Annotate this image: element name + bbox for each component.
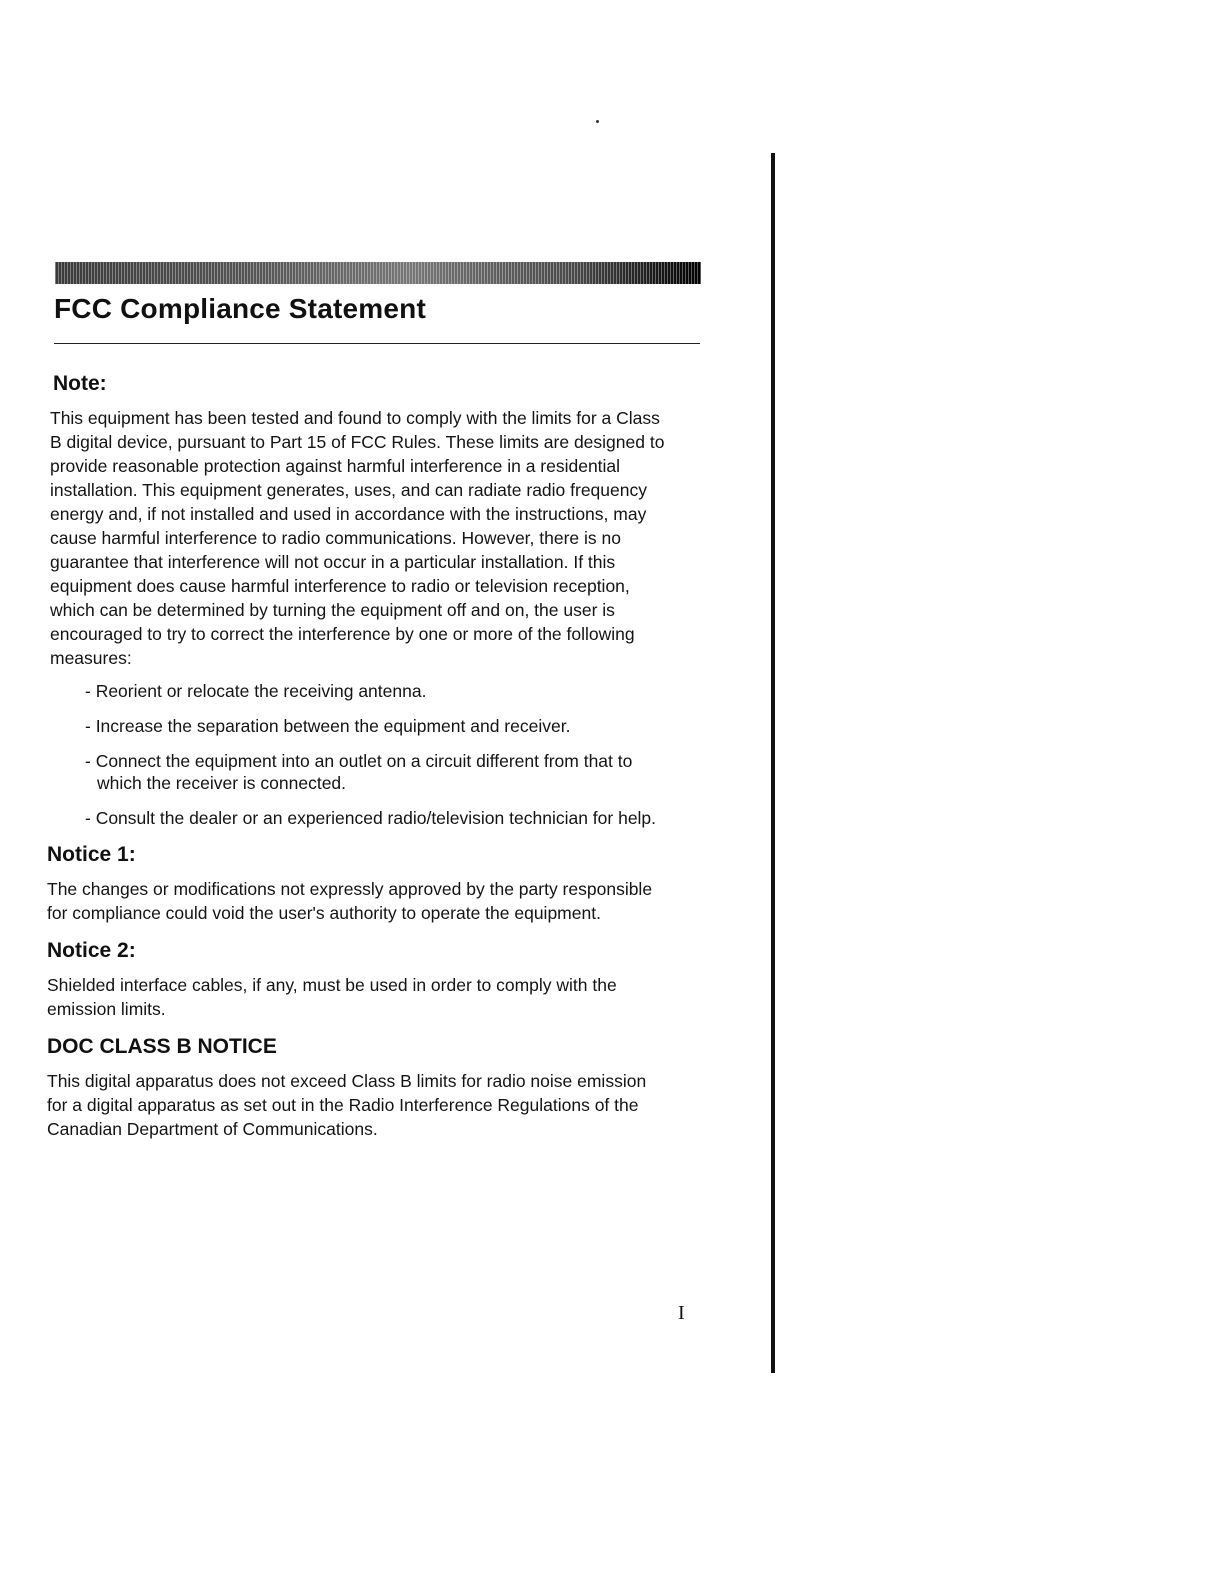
header-bar [55, 262, 701, 284]
measures-list [47, 680, 667, 829]
doc-notice-section [47, 1035, 667, 1141]
doc-notice-heading: DOC CLASS B NOTICE [47, 1035, 277, 1058]
main-content [47, 372, 667, 1155]
notice-2-section [47, 939, 667, 1021]
note-heading: Note: [53, 372, 107, 395]
notice-1-section [47, 843, 667, 925]
notice-1-body: The changes or modifications not expressly approved by the party responsible for compliance could void the user's authority to operate the equipment. [47, 879, 653, 923]
doc-notice-body: This digital apparatus does not exceed Class B limits for radio noise emission for a digital apparatus as set out in the Radio Interference Regulations of the Canadian Department of Communications. [47, 1071, 647, 1139]
note-section [47, 372, 667, 829]
page-title: FCC Compliance Statement [54, 293, 426, 324]
notice-1-heading: Notice 1: [47, 843, 136, 866]
scan-speck [596, 120, 599, 123]
notice-2-heading: Notice 2: [47, 939, 136, 962]
notice-2-body: Shielded interface cables, if any, must be used in order to comply with the emission limits. [47, 975, 617, 1019]
note-body: This equipment has been tested and found to comply with the limits for a Class B digital device, pursuant to Part 15 of FCC Rules. These limits are designed to provide reasonable protection against harmful interference in a residential installation. This equipment generates, uses, and can radiate radio frequency energy and, if not installed and used in accordance with the instructions, may cause harmful interference to radio communications. However, there is no guarantee that interference will not occur in a particular installation. If this equipment does cause harmful interference to radio or television reception, which can be determined by turning the equipment off and on, the user is encouraged to try to correct the interference by one or more of the following measures: [50, 408, 665, 668]
list-item: - Connect the equipment into an outlet on a circuit different from that to which the receiver is connected. [85, 751, 633, 793]
list-item: - Increase the separation between the equipment and receiver. [85, 716, 571, 736]
title-divider [54, 343, 700, 344]
page-number: I [678, 1302, 685, 1324]
list-item: - Reorient or relocate the receiving antenna. [85, 681, 427, 701]
margin-rule [771, 153, 775, 1373]
list-item: - Consult the dealer or an experienced radio/television technician for help. [85, 808, 657, 828]
